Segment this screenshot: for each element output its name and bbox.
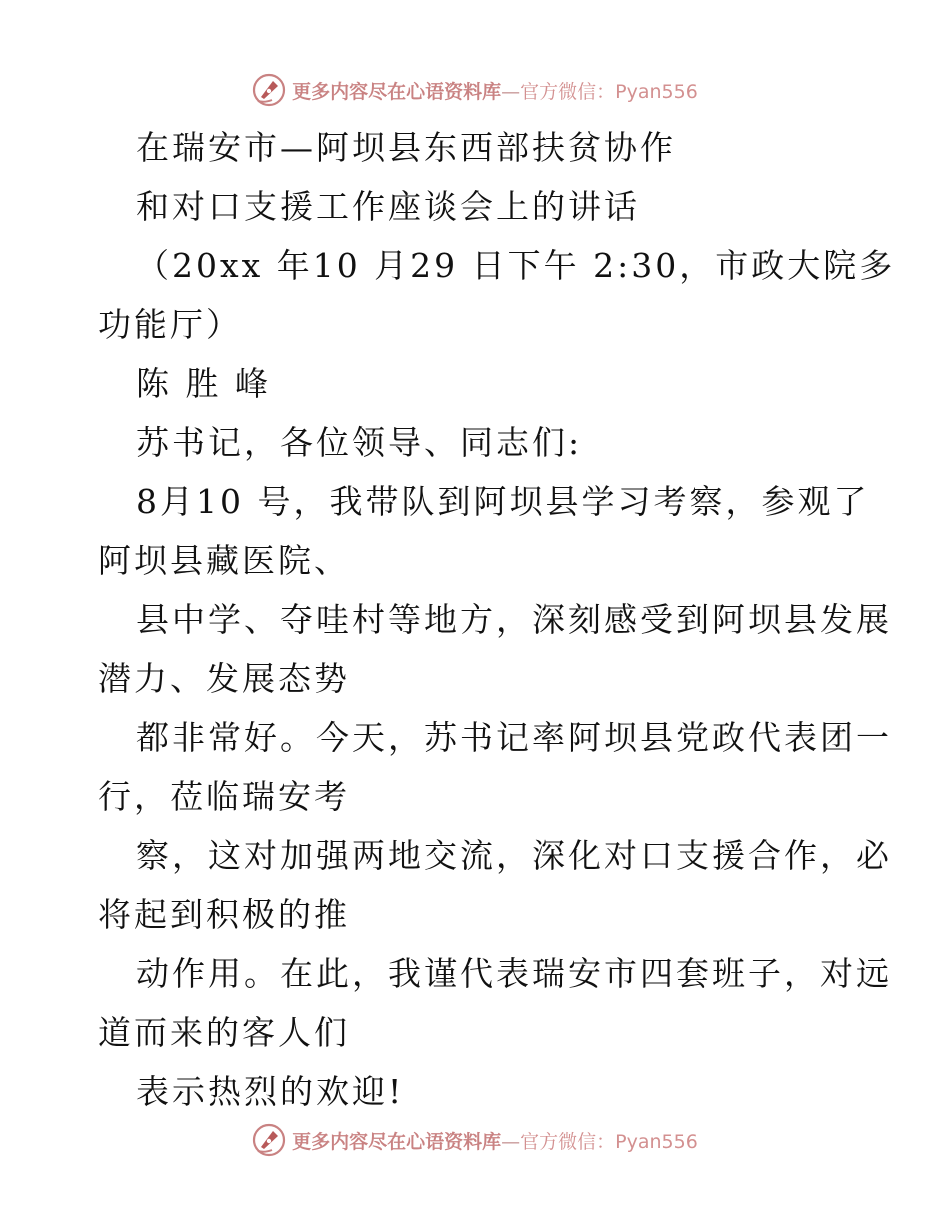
text-line: 道而来的客人们 xyxy=(98,1013,350,1052)
watermark-separator: — xyxy=(501,80,521,103)
header-watermark xyxy=(0,70,950,110)
text-line: 在瑞安市—阿坝县东西部扶贫协作 xyxy=(136,128,676,167)
watermark-main-text: 更多内容尽在心语资料库 xyxy=(292,1130,502,1153)
pen-nib-circle-icon xyxy=(252,73,286,107)
text-line: 动作用。在此，我谨代表瑞安市四套班子，对远 xyxy=(136,954,892,993)
watermark-text xyxy=(292,77,698,104)
watermark-separator: — xyxy=(501,1130,521,1153)
footer-watermark xyxy=(0,1120,950,1160)
text-line: 县中学、夺哇村等地方，深刻感受到阿坝县发展 xyxy=(136,600,892,639)
text-line: 功能厅） xyxy=(98,305,242,344)
watermark-text xyxy=(292,1127,698,1154)
text-line: 苏书记，各位领导、同志们: xyxy=(136,423,583,462)
text-line: 都非常好。今天，苏书记率阿坝县党政代表团一 xyxy=(136,718,892,757)
text-line: 表示热烈的欢迎! xyxy=(136,1072,405,1111)
text-line: 阿坝县藏医院、 xyxy=(98,541,350,580)
text-line: 和对口支援工作座谈会上的讲话 xyxy=(136,187,640,226)
pen-nib-circle-icon xyxy=(252,1123,286,1157)
watermark-wechat-text: 官方微信：Pyan556 xyxy=(520,1130,698,1153)
text-line: 陈 胜 峰 xyxy=(136,364,271,403)
watermark-main-text: 更多内容尽在心语资料库 xyxy=(292,80,502,103)
watermark-wechat-text: 官方微信：Pyan556 xyxy=(520,80,698,103)
text-line: 8月10 号，我带队到阿坝县学习考察，参观了 xyxy=(136,482,870,521)
text-line: 将起到积极的推 xyxy=(98,895,350,934)
text-line: （20xx 年10 月29 日下午 2:30，市政大院多 xyxy=(136,246,896,285)
document-body xyxy=(98,118,896,1121)
text-line: 潜力、发展态势 xyxy=(98,659,350,698)
text-line: 行，莅临瑞安考 xyxy=(98,777,350,816)
text-line: 察，这对加强两地交流，深化对口支援合作，必 xyxy=(136,836,892,875)
